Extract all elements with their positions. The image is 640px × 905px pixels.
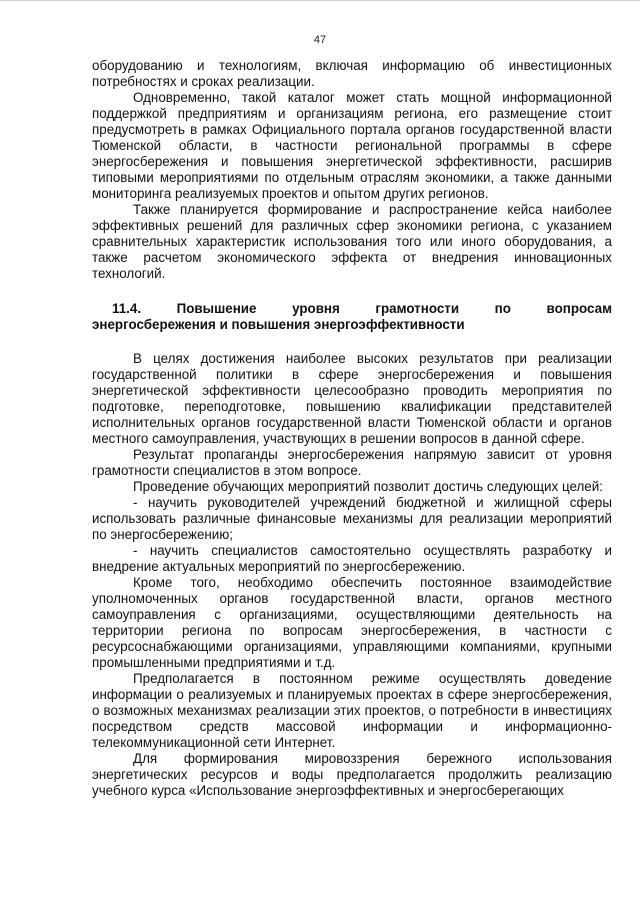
section-heading-line1 — [92, 301, 612, 317]
paragraph-education-course: Для формирования мировоззрения бережного использования энергетических ресурсов и воды предполагается продолжить реализацию учебного курса «Использование энергоэффективных и энергосберегающих — [92, 751, 612, 798]
document-body — [92, 58, 612, 799]
paragraph-catalog-support: Одновременно, такой каталог может стать мощной информационной поддержкой предприятиям и организациям региона, его размещение стоит предусмотреть в рамках Официального портала органов государственной власти Тюменской области, в частности региональной программы в сфере энергосбережения и повышения энергетической эффективности, расширив типовыми мероприятиями по отдельным отраслям экономики, а также данными мониторинга реализуемых проектов и опытом других регионов. — [92, 90, 612, 201]
paragraph-continued: оборудованию и технологиям, включая информацию об инвестиционных потребностях и сроках реализации. — [92, 58, 612, 89]
section-heading-line2: энергосбережения и повышения энергоэффективности — [92, 317, 465, 332]
section-title-word: Повышение — [176, 301, 257, 316]
paragraph-propaganda-result: Результат пропаганды энергосбережения напрямую зависит от уровня грамотности специалистов в этом вопросе. — [92, 447, 612, 478]
scan-edge-line — [0, 0, 640, 1]
section-title-word: вопросам — [546, 301, 612, 316]
list-item-specialists: - научить специалистов самостоятельно осуществлять разработку и внедрение актуальных мероприятий по энергосбережению. — [92, 543, 612, 574]
list-item-managers: - научить руководителей учреждений бюджетной и жилищной сферы использовать различные финансовые механизмы для реализации мероприятий по энергосбережению; — [92, 495, 612, 542]
page-number: 47 — [313, 34, 327, 46]
paragraph-information: Предполагается в постоянном режиме осуществлять доведение информации о реализуемых и планируемых проектах в сфере энергосбережения, о возможных механизмах реализации этих проектов, о потребности в инвестициях посредством средств массовой информации и информационно-телекоммуникационной сети Интернет. — [92, 671, 612, 750]
section-title-word: по — [494, 301, 511, 316]
paragraph-interaction: Кроме того, необходимо обеспечить постоянное взаимодействие уполномоченных органов государственной власти, органов местного самоуправления с организациями, осуществляющими деятельность на территории региона по вопросам энергосбережения, в частности с ресурсоснабжающими организациями, управляющими компаниями, крупными промышленными предприятиями и т.д. — [92, 575, 612, 670]
paragraph-training-goals: В целях достижения наиболее высоких результатов при реализации государственной политики в сфере энергосбережения и повышения энергетической эффективности целесообразно проводить мероприятия по подготовке, переподготовке, повышению квалификации представителей исполнительных органов государственной власти Тюменской области и органов местного самоуправления, участвующих в решении вопросов в данной сфере. — [92, 351, 612, 446]
section-number: 11.4. — [112, 301, 142, 316]
paragraph-training-events: Проведение обучающих мероприятий позволит достичь следующих целей: — [133, 479, 603, 494]
section-heading — [92, 301, 612, 333]
section-title-word: грамотности — [375, 301, 460, 316]
section-title-word: уровня — [292, 301, 340, 316]
paragraph-case-solutions: Также планируется формирование и распространение кейса наиболее эффективных решений для различных сфер экономики региона, с указанием сравнительных характеристик использования того или иного оборудования, а также расчетом экономического эффекта от внедрения инновационных технологий. — [92, 202, 612, 281]
